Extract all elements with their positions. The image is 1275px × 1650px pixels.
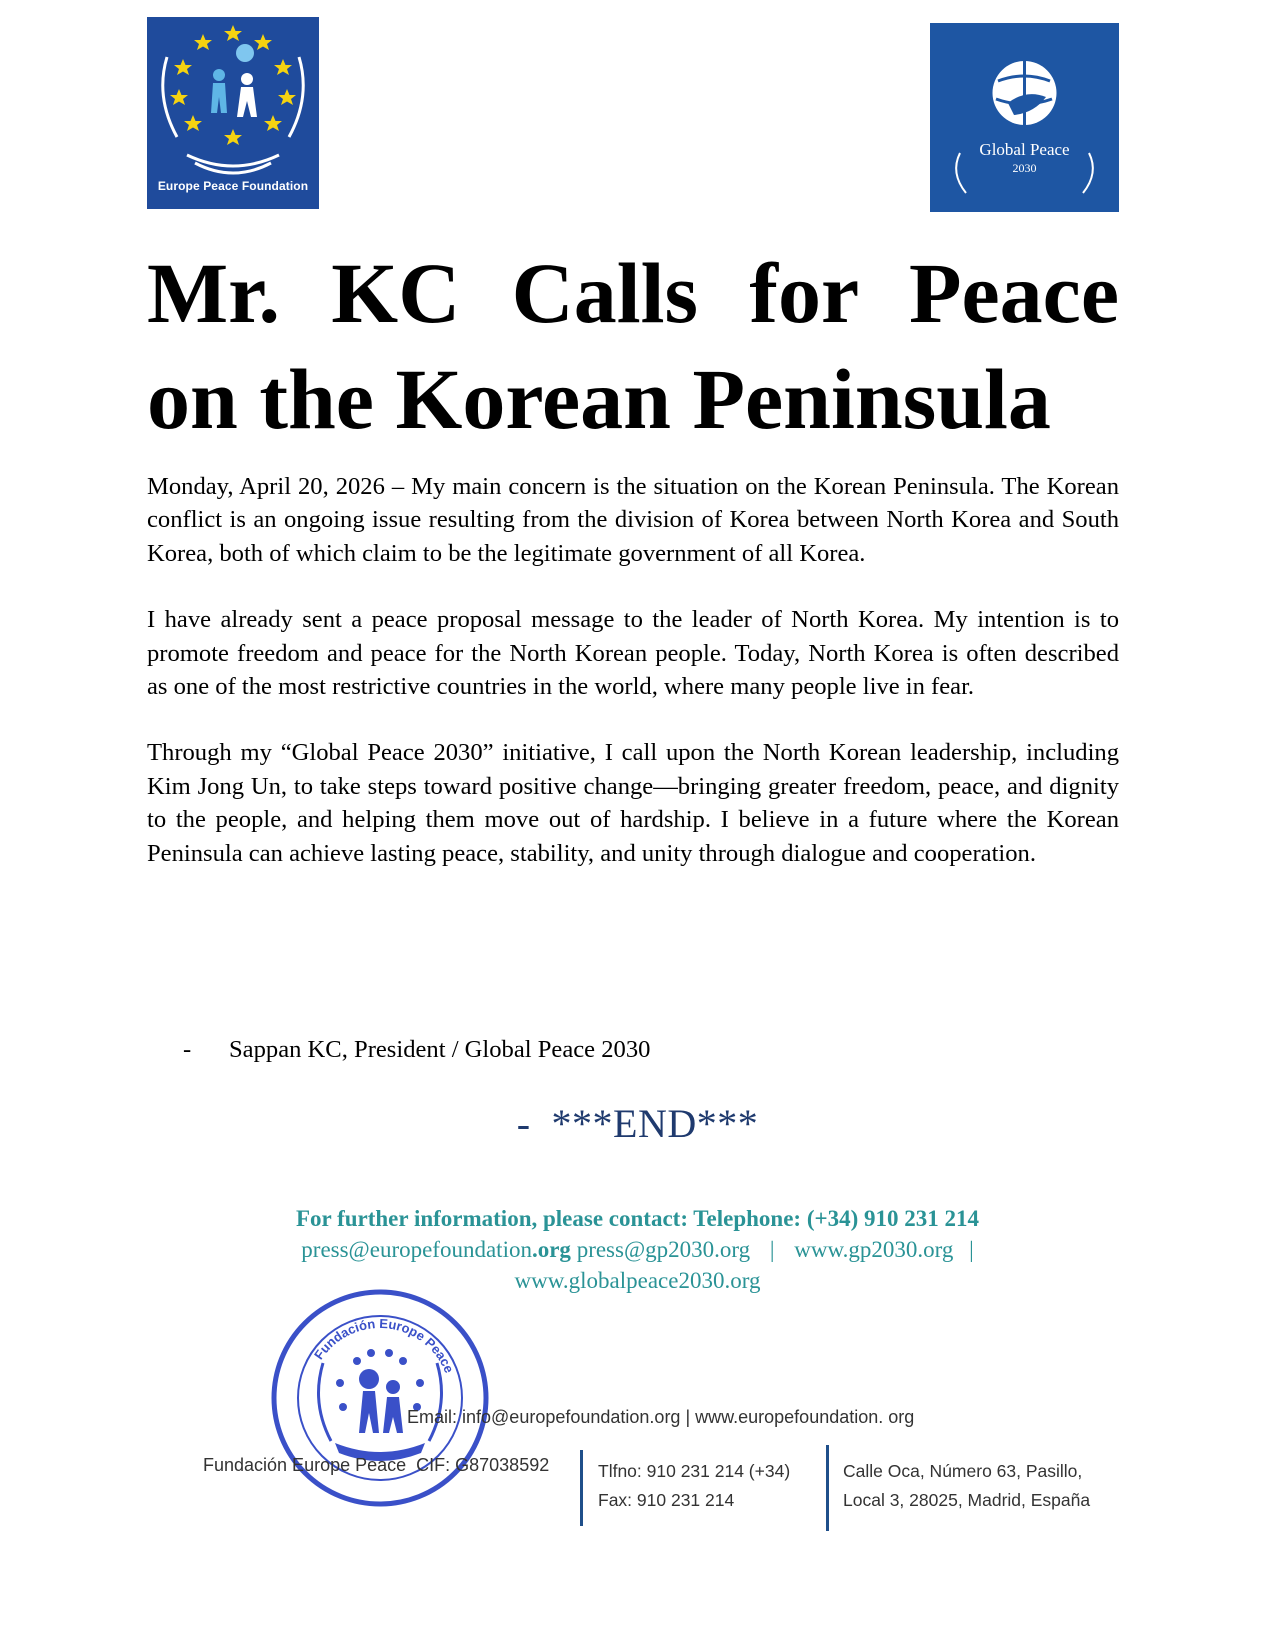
paragraph: I have already sent a peace proposal message to the leader of North Korea. My intention is to promote freedom and peace for the North Korean people. Today, North Korea is often described as one of the most restrictive countries in the world, where many people live in fear. [147,606,1119,701]
contact-links [0,1234,1275,1265]
signature-bullet: - [183,1036,192,1063]
logo-year: 2030 [1012,161,1037,175]
paragraph: Through my “Global Peace 2030” initiative, I call upon the North Korean leadership, including Kim Jong Un, to take steps toward positive change—bringing greater freedom, peace, and dignity to the people, and helping them move out of hardship. I believe in a future where the Korean Peninsula can achieve lasting peace, stability, and unity through dialogue and cooperation. [147,739,1119,867]
signature-text: Sappan KC, President / Global Peace 2030 [229,1036,651,1063]
page-title [147,240,1119,452]
article-body [147,470,1119,903]
dancing-figures-icon [211,44,257,117]
title-line-1: Mr. KC Calls for Peace [147,245,1119,341]
gp-website-link[interactable]: www.gp2030.org [794,1237,954,1262]
svg-text:Fundación Europe Peace [311,1316,457,1375]
end-marker: - ***END*** [516,1101,759,1146]
press-email-link[interactable]: press@europefoundation.org [301,1237,571,1262]
footer-address-line-1: Calle Oca, Número 63, Pasillo, [843,1461,1083,1481]
footer-phone [598,1457,790,1515]
signature [183,1036,650,1064]
paragraph: Monday, April 20, 2026 – My main concern is the situation on the Korean Peninsula. The Korean conflict is an ongoing issue resulting from the division of Korea between North Korea and South Korea, both of which claim to be the legitimate government of all Korea. [147,473,1119,567]
footer-divider [826,1445,829,1531]
stamp-text: Fundación Europe Peace [311,1315,457,1376]
logo-caption: Europe Peace Foundation [157,179,309,193]
title-line-2: on the Korean Peninsula [147,351,1051,447]
footer-address-line-2: Local 3, 28025, Madrid, España [843,1490,1091,1510]
contact-block [0,1203,1275,1296]
foundation-stamp-icon [265,1283,495,1513]
star-ring-icon [170,25,296,145]
footer-fax-number: Fax: 910 231 214 [598,1490,735,1510]
footer-phone-number: Tlfno: 910 231 214 (+34) [598,1461,791,1481]
europe-peace-foundation-logo [147,17,319,209]
globalpeace-website-link[interactable]: www.globalpeace2030.org [514,1268,761,1293]
footer-divider [580,1450,583,1526]
hands-icon [187,155,279,173]
separator: | [969,1237,974,1262]
global-peace-2030-logo [930,23,1119,212]
separator: | [769,1237,775,1262]
footer-address [843,1457,1090,1515]
logo-name: Global Peace [979,140,1070,159]
gp-email-link[interactable]: press@gp2030.org [576,1237,751,1262]
contact-headline: For further information, please contact: Telephone: (+34) 910 231 214 [295,1206,980,1231]
footer-org-line: Fundación Europe Peace CIF: G87038592 [203,1455,550,1475]
footer-email-line: Email: info@europefoundation.org | www.europefoundation. org [407,1407,915,1427]
globe-dove-icon [930,23,1119,212]
